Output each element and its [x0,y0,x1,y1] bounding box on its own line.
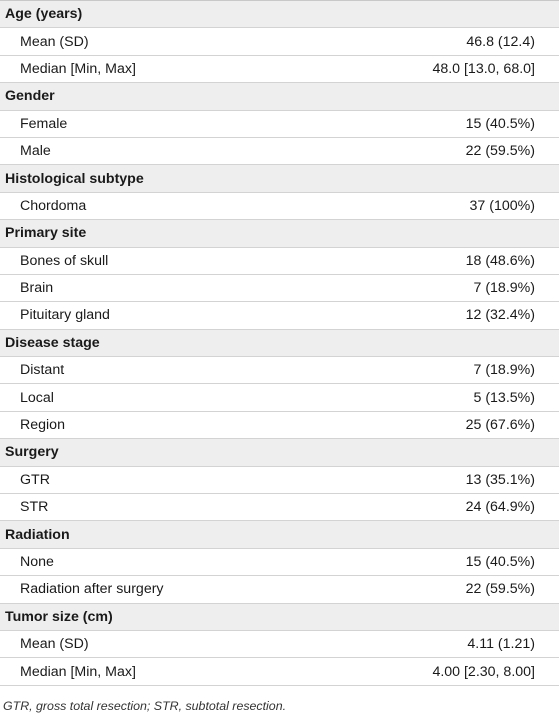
row-value: 4.11 (1.21) [315,630,559,657]
section-header-row [0,603,559,630]
table-row [0,28,559,55]
table-row [0,494,559,521]
row-label: Pituitary gland [0,302,315,329]
table-row [0,384,559,411]
section-header-row [0,329,559,356]
section-header-label: Primary site [0,220,559,247]
table-body [0,1,559,686]
row-value: 5 (13.5%) [315,384,559,411]
table-row [0,274,559,301]
row-label: Median [Min, Max] [0,55,315,82]
row-value: 37 (100%) [315,192,559,219]
row-label: Chordoma [0,192,315,219]
row-value: 12 (32.4%) [315,302,559,329]
table-row [0,630,559,657]
table-row [0,302,559,329]
row-label: Region [0,411,315,438]
row-label: Male [0,137,315,164]
row-label: GTR [0,466,315,493]
row-label: Median [Min, Max] [0,658,315,685]
section-header-row [0,220,559,247]
table-row [0,55,559,82]
row-label: Distant [0,357,315,384]
section-header-label: Histological subtype [0,165,559,192]
row-value: 24 (64.9%) [315,494,559,521]
section-header-label: Tumor size (cm) [0,603,559,630]
table-row [0,110,559,137]
row-label: None [0,548,315,575]
row-value: 4.00 [2.30, 8.00] [315,658,559,685]
section-header-label: Radiation [0,521,559,548]
section-header-row [0,521,559,548]
row-value: 7 (18.9%) [315,274,559,301]
row-value: 22 (59.5%) [315,576,559,603]
section-header-row [0,439,559,466]
table-row [0,247,559,274]
section-header-label: Surgery [0,439,559,466]
row-label: Brain [0,274,315,301]
table-row [0,576,559,603]
row-label: Local [0,384,315,411]
section-header-label: Disease stage [0,329,559,356]
row-value: 15 (40.5%) [315,548,559,575]
row-value: 18 (48.6%) [315,247,559,274]
section-header-row [0,83,559,110]
row-label: STR [0,494,315,521]
table-row [0,548,559,575]
section-header-label: Gender [0,83,559,110]
row-value: 22 (59.5%) [315,137,559,164]
row-label: Radiation after surgery [0,576,315,603]
row-value: 46.8 (12.4) [315,28,559,55]
row-label: Female [0,110,315,137]
row-value: 7 (18.9%) [315,357,559,384]
table-row [0,466,559,493]
section-header-label: Age (years) [0,1,559,28]
table-row [0,658,559,685]
section-header-row [0,1,559,28]
row-label: Mean (SD) [0,630,315,657]
table-row [0,357,559,384]
table-footnote: GTR, gross total resection; STR, subtotal resection. [3,698,287,713]
section-header-row [0,165,559,192]
table-row [0,411,559,438]
row-value: 25 (67.6%) [315,411,559,438]
row-label: Mean (SD) [0,28,315,55]
row-value: 48.0 [13.0, 68.0] [315,55,559,82]
row-value: 15 (40.5%) [315,110,559,137]
row-label: Bones of skull [0,247,315,274]
row-value: 13 (35.1%) [315,466,559,493]
table-row [0,192,559,219]
table-row [0,137,559,164]
